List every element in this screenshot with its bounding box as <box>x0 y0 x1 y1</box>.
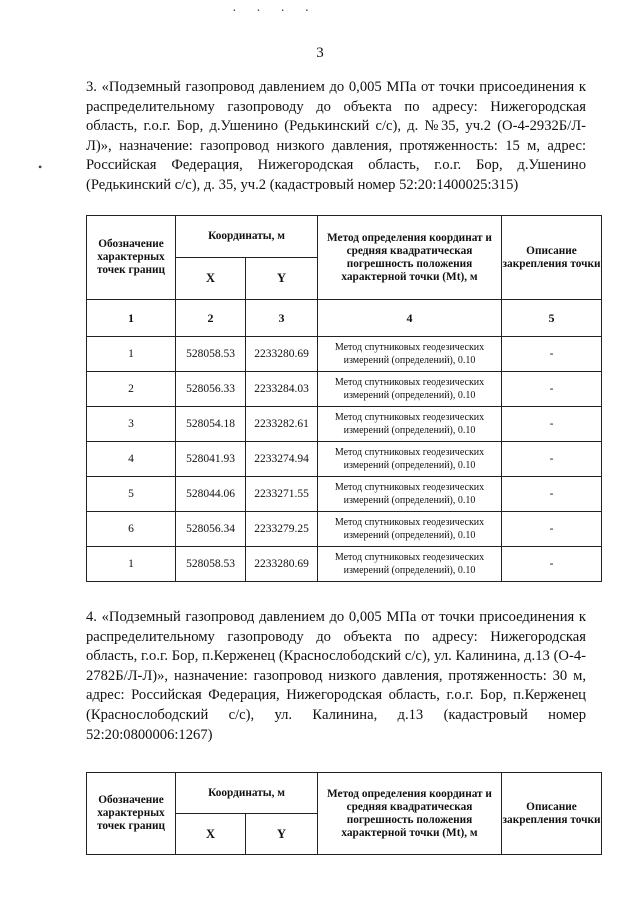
point-cell: 1 <box>87 337 176 372</box>
header-points: Обозначение характерных точек границ <box>87 216 176 300</box>
y-cell: 2233271.55 <box>246 477 318 512</box>
coordinates-table-section-4 <box>86 772 602 855</box>
description-cell: - <box>502 442 602 477</box>
method-cell: Метод спутниковых геодезических измерений (определений), 0.10 <box>318 477 502 512</box>
method-cell: Метод спутниковых геодезических измерений (определений), 0.10 <box>318 547 502 582</box>
x-cell: 528054.18 <box>176 407 246 442</box>
scan-marks: · · · · <box>232 4 318 19</box>
table-row <box>87 547 602 582</box>
x-cell: 528041.93 <box>176 442 246 477</box>
method-cell: Метод спутниковых геодезических измерений (определений), 0.10 <box>318 512 502 547</box>
column-index: 1 <box>87 300 176 337</box>
table-row <box>87 407 602 442</box>
page-number: 3 <box>316 45 324 61</box>
y-cell: 2233280.69 <box>246 337 318 372</box>
description-cell: - <box>502 477 602 512</box>
column-index: 4 <box>318 300 502 337</box>
point-cell: 1 <box>87 547 176 582</box>
header-y: Y <box>246 814 318 855</box>
point-cell: 3 <box>87 407 176 442</box>
method-cell: Метод спутниковых геодезических измерений (определений), 0.10 <box>318 407 502 442</box>
table-row <box>87 372 602 407</box>
y-cell: 2233284.03 <box>246 372 318 407</box>
y-cell: 2233274.94 <box>246 442 318 477</box>
table-row <box>87 337 602 372</box>
header-method: Метод определения координат и средняя квадратическая погрешность положения характерной точки (Mt), м <box>318 773 502 855</box>
description-cell: - <box>502 547 602 582</box>
section-4-paragraph: 4. «Подземный газопровод давлением до 0,005 МПа от точки присоединения к распределительному газопроводу до объекта по адресу: Нижегородская область, г.о.г. Бор, п.Керженец (Краснослободский с/с), ул. Калинина, д.13 (О-4-2782Б/Л-Л)», назначение: газопровод низкого давления, протяженность: 30 м, адрес: Российская Федерация, Нижегородская область, г.о.г. Бор, п.Керженец (Краснослободский с/с), ул. Калинина, д.13 (кадастровый номер 52:20:0800006:1267) <box>86 609 586 743</box>
x-cell: 528056.33 <box>176 372 246 407</box>
point-cell: 4 <box>87 442 176 477</box>
margin-mark: • <box>38 160 43 174</box>
column-index: 5 <box>502 300 602 337</box>
header-x: X <box>176 258 246 300</box>
section-3-paragraph: 3. «Подземный газопровод давлением до 0,005 МПа от точки присоединения к распределительному газопроводу до объекта по адресу: Нижегородская область, г.о.г. Бор, д.Ушенино (Редькинский с/с), д. №35, уч.2 (О-4-2932Б/Л-Л)», назначение: газопровод низкого давления, протяженность: 15 м, адрес: Российская Федерация, Нижегородская область, г.о.г. Бор, д.Ушенино (Редькинский с/с), д. 35, уч.2 (кадастровый номер 52:20:1400025:315) <box>86 79 586 193</box>
method-cell: Метод спутниковых геодезических измерений (определений), 0.10 <box>318 442 502 477</box>
description-cell: - <box>502 372 602 407</box>
column-index: 2 <box>176 300 246 337</box>
header-method: Метод определения координат и средняя квадратическая погрешность положения характерной точки (Mt), м <box>318 216 502 300</box>
point-cell: 5 <box>87 477 176 512</box>
method-cell: Метод спутниковых геодезических измерений (определений), 0.10 <box>318 337 502 372</box>
y-cell: 2233280.69 <box>246 547 318 582</box>
description-cell: - <box>502 407 602 442</box>
x-cell: 528058.53 <box>176 547 246 582</box>
description-cell: - <box>502 512 602 547</box>
table-row <box>87 477 602 512</box>
header-description: Описание закрепления точки <box>502 773 602 855</box>
description-cell: - <box>502 337 602 372</box>
header-coordinates: Координаты, м <box>176 773 318 814</box>
header-description: Описание закрепления точки <box>502 216 602 300</box>
header-points: Обозначение характерных точек границ <box>87 773 176 855</box>
header-x: X <box>176 814 246 855</box>
x-cell: 528058.53 <box>176 337 246 372</box>
x-cell: 528044.06 <box>176 477 246 512</box>
header-y: Y <box>246 258 318 300</box>
y-cell: 2233282.61 <box>246 407 318 442</box>
x-cell: 528056.34 <box>176 512 246 547</box>
column-index: 3 <box>246 300 318 337</box>
header-coordinates: Координаты, м <box>176 216 318 258</box>
coordinates-table-section-3 <box>86 215 602 582</box>
point-cell: 2 <box>87 372 176 407</box>
table-row <box>87 512 602 547</box>
point-cell: 6 <box>87 512 176 547</box>
method-cell: Метод спутниковых геодезических измерений (определений), 0.10 <box>318 372 502 407</box>
y-cell: 2233279.25 <box>246 512 318 547</box>
table-row <box>87 442 602 477</box>
